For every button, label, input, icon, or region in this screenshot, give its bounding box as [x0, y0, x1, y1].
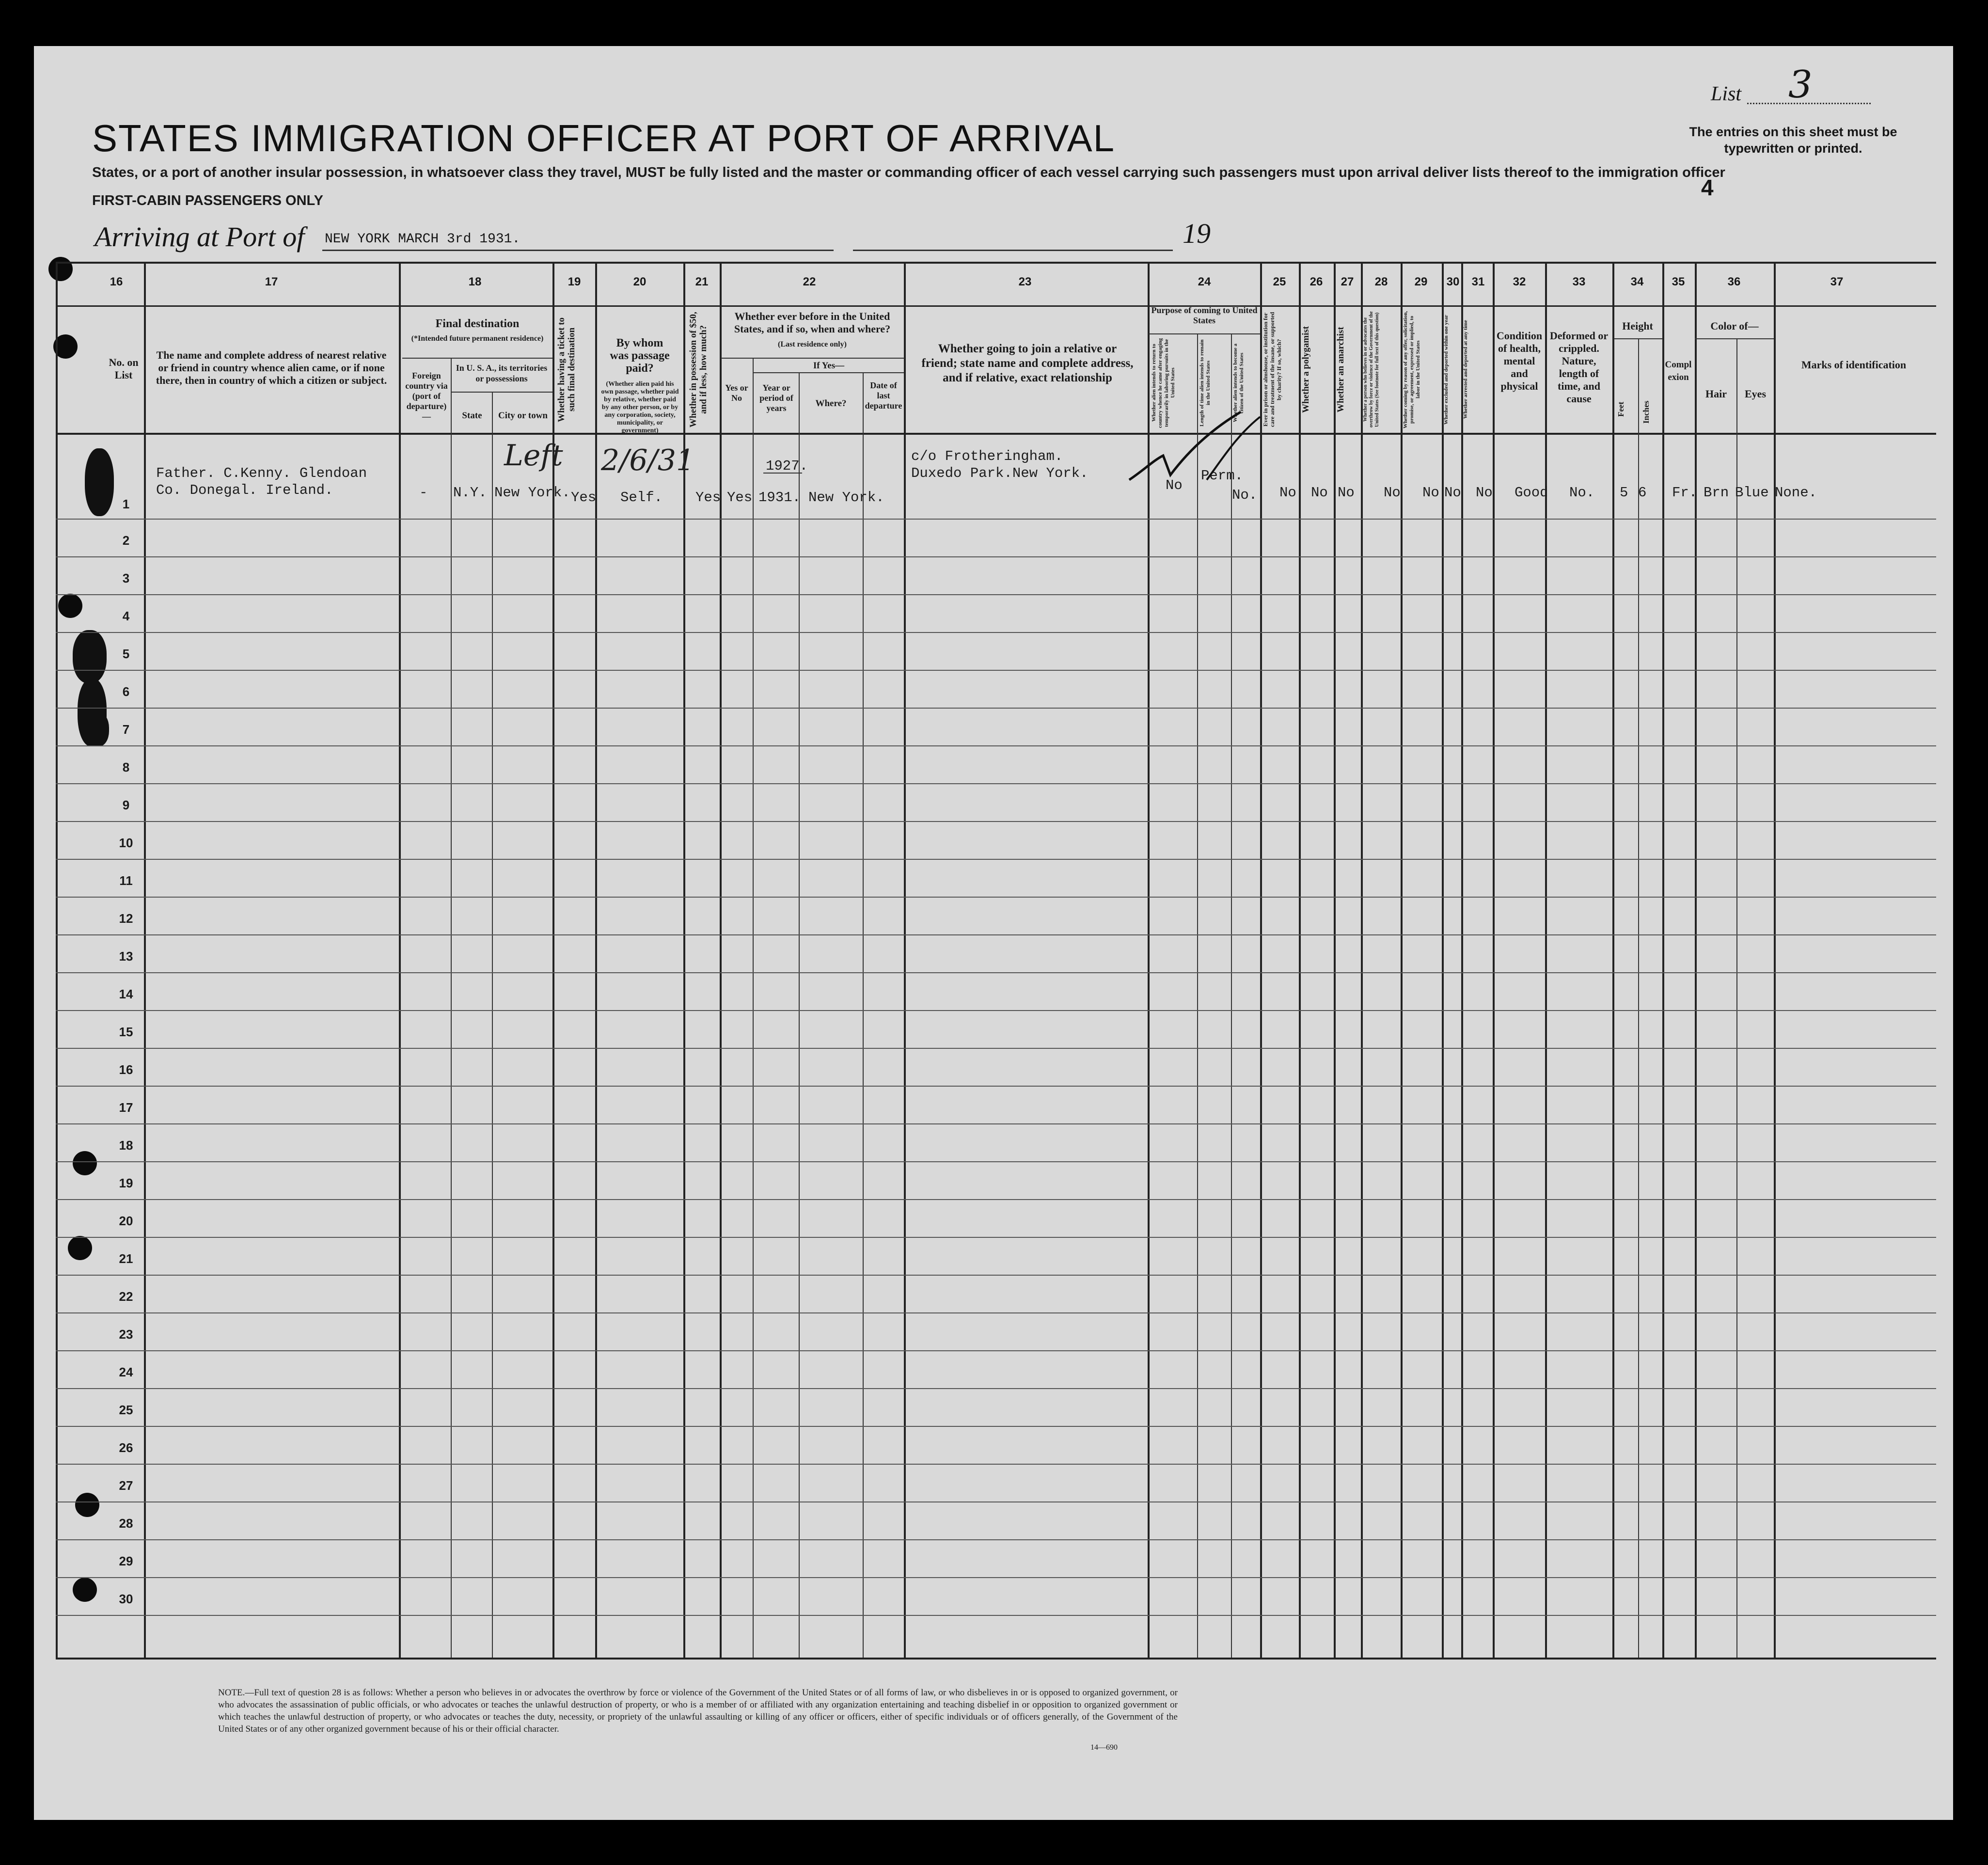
header-fifty-dollars: Whether in possession of $50, and if less, how much? [688, 312, 709, 427]
row-line [56, 1086, 1936, 1087]
col-sep [1401, 262, 1403, 1658]
col-number: 20 [633, 275, 647, 288]
entry-prison: No [1279, 485, 1296, 501]
col-sep [1493, 262, 1495, 1658]
header-yes-no: Yes or No [725, 383, 748, 403]
header-no-on-list: No. on List [109, 356, 139, 381]
row-number: 5 [122, 647, 130, 661]
header-polygamist: Whether a polygamist [1301, 326, 1311, 413]
header-purpose-c: Whether alien intends to become a citizen of the United States [1232, 343, 1245, 423]
punch-hole [58, 594, 82, 618]
header-offer-labor: Whether coming by reason of any offer, solicitation, promise, or agreement, expressed or implied, to labor in the United States [1403, 311, 1421, 428]
col-sep [1231, 334, 1232, 1658]
header-relative: The name and complete address of nearest relative or friend in country whence alien came, or if none there, then in country of which a citizen or subject. [156, 349, 387, 386]
port-underline [322, 250, 834, 251]
header-inches: Inches [1641, 400, 1651, 424]
entry-arrested: No [1476, 485, 1493, 501]
header-final-destination: Final destination [435, 317, 520, 330]
header-in-usa: In U. S. A., its territories or possessions [456, 363, 548, 383]
col-number: 34 [1630, 275, 1644, 288]
col-number: 36 [1727, 275, 1741, 288]
row-number: 30 [119, 1592, 133, 1606]
header-passage-paid-note: (Whether alien paid his own passage, whether paid by relative, whether paid by any other person, or by any corporation, society, municipality, or government) [601, 380, 679, 434]
row-line [56, 897, 1936, 898]
col-number: 21 [695, 275, 709, 288]
subhead-line [754, 372, 904, 373]
entry-relative-line1: Father. C.Kenny. Glendoan [156, 465, 367, 481]
table-bottom-border [56, 1658, 1936, 1660]
row-number: 2 [122, 533, 130, 548]
list-label: List [1711, 83, 1742, 105]
row-line [56, 1199, 1936, 1200]
row-number: 16 [119, 1062, 133, 1077]
col-number: 17 [265, 275, 278, 288]
form-number: 14—690 [1090, 1743, 1118, 1752]
header-marks: Marks of identification [1801, 359, 1907, 371]
col-sep [1442, 262, 1444, 1658]
subhead-line [1149, 333, 1260, 334]
passenger-class: FIRST-CABIN PASSENGERS ONLY [92, 193, 323, 208]
row-number: 26 [119, 1440, 133, 1455]
sheet-number: 4 [1701, 175, 1714, 200]
row-number: 14 [119, 987, 133, 1001]
row-line [56, 670, 1936, 671]
col-number: 33 [1572, 275, 1586, 288]
row-number: 17 [119, 1100, 133, 1115]
handwritten-left: Left [504, 439, 563, 473]
header-purpose-b: Length of time alien intends to remain in the United States [1199, 339, 1211, 427]
row-number: 25 [119, 1403, 133, 1417]
row-number: 1 [122, 497, 130, 511]
entry-health: Good [1515, 485, 1548, 501]
entry-purpose-b: Perm. [1201, 468, 1244, 484]
col-sep [799, 373, 800, 1658]
col-sep [1774, 262, 1776, 1658]
ink-stain [73, 630, 107, 683]
row-number: 28 [119, 1516, 133, 1531]
row-number: 3 [122, 571, 130, 585]
entry-feet: 5 [1620, 485, 1628, 501]
col-number: 18 [468, 275, 482, 288]
entry-join-line2: Duxedo Park.New York. [911, 465, 1089, 481]
header-health: Condition of health, mental and physical [1496, 330, 1543, 392]
header-color-of: Color of— [1710, 320, 1759, 332]
subhead-line [1614, 338, 1662, 339]
entry-city: New York. [494, 485, 570, 501]
entry-before-year2: 1931. [758, 490, 801, 506]
row-number: 6 [122, 684, 130, 699]
entry-eyes: Blue [1735, 485, 1769, 501]
table-top-border [56, 262, 1936, 264]
row-number: 9 [122, 798, 130, 812]
row-number: 20 [119, 1214, 133, 1228]
col-sep [1662, 262, 1664, 1658]
row-number: 10 [119, 836, 133, 850]
year-prefix: 19 [1183, 218, 1211, 249]
col-sep [1638, 339, 1639, 1658]
col-sep [1695, 262, 1697, 1658]
header-purpose-a: Whether alien intends to return to country whence he came after engaging temporarily in laboring pursuits in the United States [1151, 338, 1176, 428]
row-number: 15 [119, 1025, 133, 1039]
col-sep [399, 262, 401, 1658]
header-deformed: Deformed or crippled. Nature, length of time, and cause [1549, 330, 1609, 405]
row-line [56, 1539, 1936, 1540]
row-line [56, 594, 1936, 595]
col-number: 16 [110, 275, 123, 288]
col-sep [451, 359, 452, 1658]
header-eyes: Eyes [1745, 388, 1766, 400]
row-line [56, 519, 1936, 520]
ink-stain [85, 448, 114, 516]
col-sep [1612, 262, 1614, 1658]
manifest-sheet [34, 46, 1953, 1820]
entry-inches: 6 [1638, 485, 1647, 501]
entry-join-line1: c/o Frotheringham. [911, 448, 1063, 464]
header-before-note: (Last residence only) [778, 340, 847, 348]
table-left-border [56, 262, 58, 1660]
row-line [56, 1312, 1936, 1313]
col-sep [1545, 262, 1547, 1658]
footer-note: NOTE.—Full text of question 28 is as follows: Whether a person who believes in or advocates the overthrow by force or violence of the Government of the United States or of all forms of law, or who disbelieves in or is opposed to organized government, or who advocates the assassination of public officials, or who advocates or teaches the unlawful destruction of property, or who is a member of or affiliated with any organization entertaining and teaching disbelief in or opposition to organized government or which teaches the unlawful destruction of property, or who advocates or teaches the duty, necessity, or propriety of the unlawful assaulting or killing of any officer or officers, either of specific individuals or of officers generally, of the Government of the United States or of any other organized government because of his or their official character. [218, 1688, 1178, 1734]
entry-before-yes: Yes [727, 490, 753, 506]
header-last-departure: Date of last departure [865, 380, 902, 411]
row-line [56, 1464, 1936, 1465]
col-sep [595, 262, 597, 1658]
col-number: 19 [568, 275, 581, 288]
punch-hole [48, 257, 73, 281]
header-state: State [462, 411, 482, 421]
subhead-line [1695, 338, 1774, 339]
colnum-row-border [56, 305, 1936, 307]
row-line [56, 708, 1936, 709]
row-line [56, 1388, 1936, 1389]
row-number: 12 [119, 911, 133, 926]
header-anarchist: Whether an anarchist [1336, 327, 1346, 412]
subhead-line [402, 358, 552, 359]
header-ticket: Whether having a ticket to such final destination [556, 317, 577, 422]
row-line [56, 1615, 1936, 1616]
entry-hair: Brn [1704, 485, 1729, 501]
entry-paid-by: Self. [620, 490, 663, 506]
header-instructions: States, or a port of another insular possession, in whatsoever class they travel, MUST be fully listed and the master or commanding officer of each vessel carrying such passengers must upon arrival deliver lists thereof to the immigration officer [92, 165, 1725, 180]
entry-overthrow: No [1384, 485, 1401, 501]
row-line [56, 1501, 1936, 1502]
header-final-destination-note: (*Intended future permanent residence) [411, 334, 544, 343]
col-sep [904, 262, 906, 1658]
header-arrested: Whether arrested and deported at any time [1463, 320, 1468, 419]
row-line [56, 1275, 1936, 1276]
col-sep [720, 262, 722, 1658]
header-prison: Ever in prison or almshouse, or institution for care and treatment of the insane, or supported by charity? If so, which? [1262, 312, 1282, 427]
entry-state: N.Y. [453, 485, 487, 501]
row-line [56, 1010, 1936, 1011]
row-number: 13 [119, 949, 133, 964]
header-before-in-us: Whether ever before in the United States, and if so, when and where? [734, 310, 891, 335]
handwritten-date: 2/6/31 [601, 443, 695, 477]
row-number: 8 [122, 760, 130, 774]
entry-before-where: New York. [808, 490, 884, 506]
col-number: 24 [1198, 275, 1211, 288]
col-sep [144, 262, 146, 1658]
row-number: 18 [119, 1138, 133, 1153]
entry-fifty-dollars: Yes [695, 490, 721, 506]
col-number: 32 [1513, 275, 1526, 288]
header-foreign-country: Foreign country via (port of departure)— [405, 371, 448, 421]
header-passage-paid: By whom was passage paid? [610, 337, 670, 375]
entries-note: The entries on this sheet must be typewritten or printed. [1689, 125, 1897, 156]
col-number: 28 [1374, 275, 1388, 288]
row-number: 22 [119, 1289, 133, 1304]
col-number: 30 [1446, 275, 1460, 288]
col-sep [753, 359, 754, 1658]
year-underline [763, 473, 802, 474]
row-number: 27 [119, 1478, 133, 1493]
entry-foreign-country: - [419, 485, 428, 501]
entry-before-year1: 1927. [766, 458, 808, 474]
row-line [56, 1123, 1936, 1124]
col-sep [1736, 339, 1737, 1658]
header-purpose: Purpose of coming to United States [1151, 305, 1258, 325]
row-line [56, 745, 1936, 746]
entry-excluded: No [1444, 485, 1461, 501]
subhead-line [451, 392, 552, 393]
header-feet: Feet [1616, 401, 1625, 417]
check-mark [1124, 407, 1289, 494]
entry-polygamist: No [1311, 485, 1328, 501]
entry-purpose-c: No. [1232, 487, 1258, 503]
punch-hole [73, 1578, 97, 1602]
entry-complexion: Fr. [1672, 485, 1698, 501]
row-line [56, 1426, 1936, 1427]
subhead-line [721, 358, 904, 359]
row-number: 11 [119, 873, 133, 888]
row-number: 4 [122, 609, 130, 623]
header-year: Year or period of years [759, 383, 793, 413]
arriving-port: NEW YORK MARCH 3rd 1931. [325, 232, 521, 247]
row-number: 23 [119, 1327, 133, 1342]
col-sep [492, 393, 493, 1658]
col-sep [1334, 262, 1336, 1658]
row-line [56, 1577, 1936, 1578]
col-number: 23 [1018, 275, 1032, 288]
col-sep [863, 373, 864, 1658]
col-sep [1197, 334, 1198, 1658]
row-number: 19 [119, 1176, 133, 1190]
list-number: 3 [1788, 63, 1813, 107]
header-if-yes: If Yes— [813, 361, 845, 371]
row-number: 24 [119, 1365, 133, 1379]
row-number: 21 [119, 1251, 133, 1266]
entry-relative-line2: Co. Donegal. Ireland. [156, 482, 333, 498]
row-line [56, 556, 1936, 557]
col-number: 35 [1672, 275, 1685, 288]
col-number: 26 [1310, 275, 1323, 288]
row-line [56, 1350, 1936, 1351]
entry-marks: None. [1775, 485, 1817, 501]
date-underline [853, 250, 1173, 251]
entry-offer-labor: No [1422, 485, 1439, 501]
row-line [56, 632, 1936, 633]
entry-anarchist: No [1338, 485, 1355, 501]
page-title: STATES IMMIGRATION OFFICER AT PORT OF ARRIVAL [92, 117, 1116, 159]
col-number: 29 [1414, 275, 1428, 288]
entry-ticket: Yes [571, 490, 597, 506]
row-line [56, 1237, 1936, 1238]
row-line [56, 1161, 1936, 1162]
punch-hole [75, 1493, 99, 1517]
punch-hole [68, 1236, 92, 1260]
entry-deformed: No. [1569, 485, 1595, 501]
header-height: Height [1622, 320, 1653, 332]
col-number: 37 [1830, 275, 1844, 288]
header-where: Where? [815, 398, 847, 409]
row-line [56, 783, 1936, 784]
row-number: 7 [122, 722, 130, 737]
col-sep [1361, 262, 1363, 1658]
col-number: 22 [803, 275, 816, 288]
col-sep [1461, 262, 1463, 1658]
entry-purpose-a: No [1166, 477, 1183, 493]
header-excluded: Whether excluded and deported within one year [1443, 315, 1449, 425]
row-line [56, 821, 1936, 822]
arriving-label: Arriving at Port of [95, 221, 305, 253]
col-sep [1299, 262, 1301, 1658]
ink-stain [87, 712, 109, 746]
col-number: 25 [1273, 275, 1286, 288]
row-line [56, 1048, 1936, 1049]
punch-hole [73, 1151, 97, 1175]
col-number: 27 [1341, 275, 1354, 288]
col-number: 31 [1471, 275, 1485, 288]
row-line [56, 934, 1936, 935]
row-line [56, 972, 1936, 973]
header-bottom-border [56, 433, 1936, 435]
header-going-to-join: Whether going to join a relative or friend; state name and complete address, and if relative, exact relationship [921, 342, 1134, 384]
header-overthrow: Whether a person who believes in or advocates the overthrow by force or violence of the Government of the United States (See footnote for full text of this question) [1363, 311, 1380, 428]
header-hair: Hair [1705, 388, 1727, 400]
header-city: City or town [498, 411, 548, 421]
row-number: 29 [119, 1554, 133, 1568]
row-line [56, 859, 1936, 860]
header-complexion: Complexion [1665, 360, 1692, 382]
